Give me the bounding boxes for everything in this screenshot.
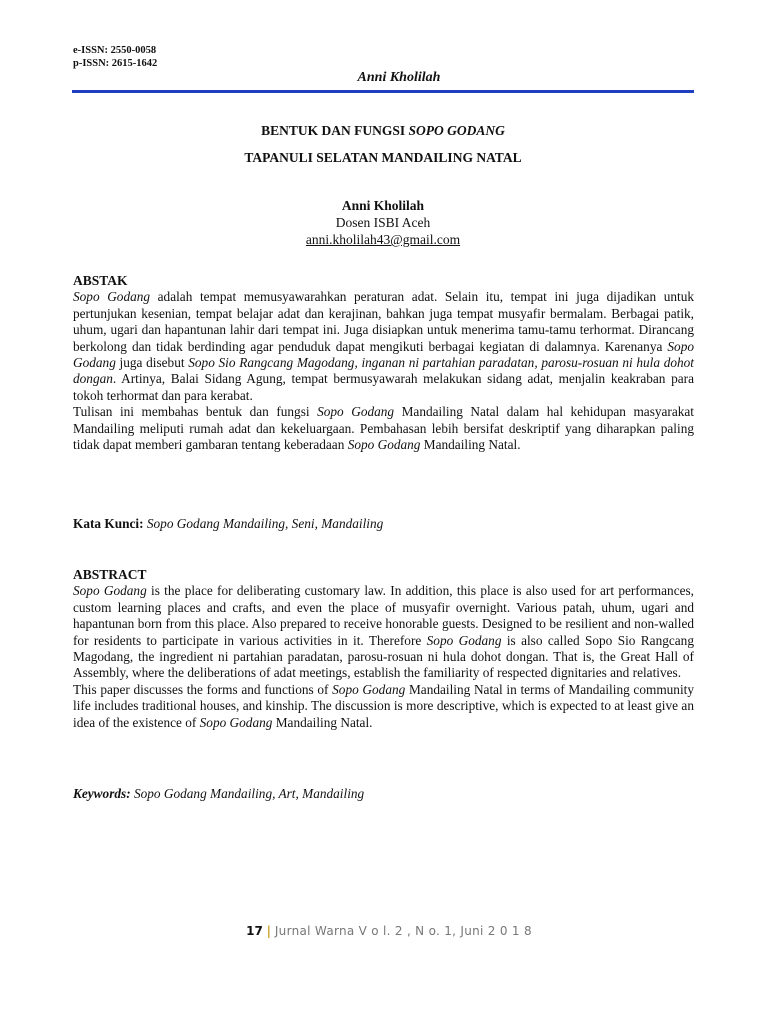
page-number: 17 — [246, 924, 263, 938]
pissn: p-ISSN: 2615-1642 — [73, 58, 158, 69]
author-email[interactable]: anni.kholilah43@gmail.com — [305, 232, 461, 247]
author-block — [72, 197, 694, 248]
page-footer — [0, 924, 768, 938]
italic-run: Sopo Godang — [199, 714, 273, 730]
journal-name: Jurnal Warna V o l. 2 , N o. 1, Juni 2 0 1 8 — [274, 924, 532, 938]
abstak-paragraph-1 — [73, 289, 694, 404]
author-name: Anni Kholilah — [341, 198, 425, 213]
italic-run: Sopo Sio Rangcang Magodang, inganan ni partahian paradatan, parosu-rosuan ni hula dohot dongan — [73, 355, 695, 387]
abstak-paragraph-2 — [73, 404, 694, 453]
title-italic: SOPO GODANG — [408, 123, 505, 138]
keywords-value: Sopo Godang Mandailing, Art, Mandailing — [130, 786, 365, 801]
text-run: is also called Sopo Sio Rangcang Magodang, the ingredient ni partahian paradatan, parosu-rosuan ni hula dohot dongan. That is, the Great Hall of Assembly, where the deliberations of adat meetings, establish the familiarity of respected dignitaries and relatives. — [73, 632, 694, 681]
abstract-section — [73, 567, 694, 731]
paper-title-line-1 — [72, 123, 694, 139]
issn-block — [73, 44, 157, 70]
abstak-heading: ABSTAK — [73, 273, 128, 288]
author-affiliation: Dosen ISBI Aceh — [335, 215, 431, 230]
text-run: adalah tempat memusyawarahkan peraturan adat. Selain itu, tempat ini juga dijadikan untuk pertunjukan kesenian, tempat belajar adat dan kerajinan, bahkan juga tempat musyafir bermalam. Berbagai patik, uhum, ugari dan hapantunan lahir dari tempat ini. Juga disiapkan untuk menerima tamu-tamu terhormat. Dirancang berkolong dan tidak berdinding agar penduduk dapat mengikuti berbagai kegiatan di dalamnya. Karenanya — [73, 289, 694, 354]
text-run: Mandailing Natal. — [420, 437, 521, 453]
text-run: Mandailing Natal. — [272, 714, 373, 730]
kata-kunci — [73, 516, 383, 532]
italic-run: Sopo Godang — [332, 681, 406, 697]
keywords — [73, 786, 364, 802]
title-prefix: BENTUK DAN FUNGSI — [261, 123, 409, 138]
italic-run: Sopo Godang — [73, 338, 694, 371]
header-rule — [72, 90, 694, 93]
abstract-paragraph-1 — [73, 583, 694, 681]
italic-run: Sopo Godang — [426, 632, 502, 648]
abstract-heading: ABSTRACT — [73, 567, 147, 582]
text-run: Tulisan ini membahas bentuk dan fungsi — [73, 404, 318, 420]
abstak-section — [73, 273, 694, 453]
footer-separator: | — [266, 924, 272, 938]
text-run: This paper discusses the forms and functions of — [73, 681, 333, 697]
text-run: is the place for deliberating customary law. In addition, this place is also used for art performances, custom learning places and crafts, and even the place of musyafir overnight. Various patah, uhum, ugari and hapantunan born from this place. Also prepared to receive honorable guests. Designed to be resilient and non-walled for residents to participate in various activities in it. Therefore — [73, 583, 694, 648]
italic-run: Sopo Godang — [73, 289, 151, 305]
text-run: juga disebut — [115, 355, 189, 371]
keywords-label: Keywords: — [73, 786, 131, 801]
text-run: Mandailing Natal dalam hal kehidupan masyarakat Mandailing meliputi rumah adat dan kekeluargaan. Pembahasan lebih bersifat deskriptif yang diharapkan paling tidak dapat memberi gambaran tentang keberadaan — [73, 404, 694, 453]
italic-run: Sopo Godang — [347, 437, 421, 453]
abstract-paragraph-2 — [73, 682, 694, 731]
text-run: . Artinya, Balai Sidang Agung, tempat bermusyawarah melakukan sidang adat, menjalin keakraban para tokoh terhormat dan para kerabat. — [73, 371, 694, 403]
running-header-author: Anni Kholilah — [357, 70, 441, 85]
eissn: e-ISSN: 2550-0058 — [73, 45, 157, 56]
kata-kunci-label: Kata Kunci: — [73, 516, 144, 531]
italic-run: Sopo Godang — [73, 583, 147, 599]
kata-kunci-value: Sopo Godang Mandailing, Seni, Mandailing — [143, 516, 384, 531]
paper-title-line-2: TAPANULI SELATAN MANDAILING NATAL — [244, 150, 522, 165]
text-run: Mandailing Natal in terms of Mandailing community life includes traditional houses, and kinship. The discussion is more descriptive, which is expected to at least give an idea of the existence of — [73, 681, 694, 730]
italic-run: Sopo Godang — [317, 404, 395, 420]
